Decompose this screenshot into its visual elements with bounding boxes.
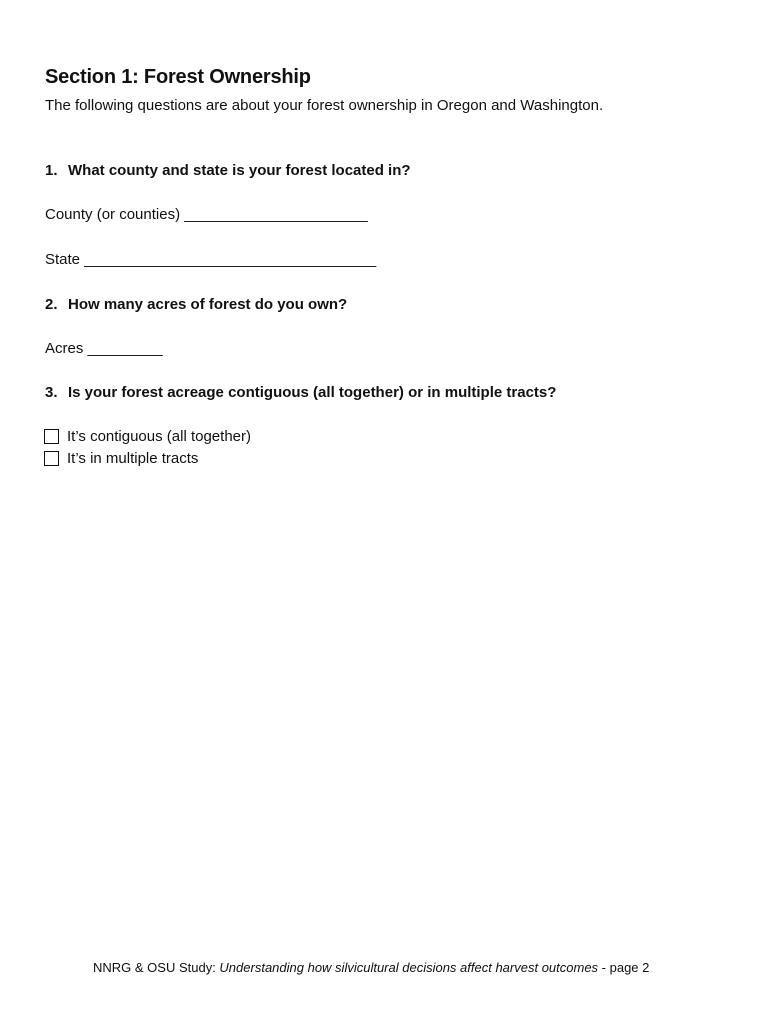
section-intro: The following questions are about your forest ownership in Oregon and Washington.	[45, 97, 604, 114]
state-field[interactable]: State ___________________________________	[45, 251, 377, 268]
question-3-text: Is your forest acreage contiguous (all together) or in multiple tracts?	[68, 384, 557, 401]
option-contiguous-label: It’s contiguous (all together)	[67, 428, 251, 445]
checkbox-contiguous[interactable]	[44, 429, 59, 444]
question-3-number: 3.	[45, 384, 58, 401]
section-title: Section 1: Forest Ownership	[45, 66, 311, 88]
question-2-number: 2.	[45, 296, 58, 313]
acres-field[interactable]: Acres _________	[45, 340, 163, 357]
footer-page-number: - page 2	[598, 960, 650, 975]
option-contiguous[interactable]	[44, 428, 251, 445]
footer-study-title: Understanding how silvicultural decisions affect harvest outcomes	[219, 960, 599, 975]
question-2-text: How many acres of forest do you own?	[68, 296, 348, 313]
question-2	[45, 296, 347, 313]
checkbox-multiple-tracts[interactable]	[44, 451, 59, 466]
question-1-number: 1.	[45, 162, 58, 179]
question-1	[45, 162, 411, 179]
page-footer	[93, 960, 649, 975]
question-1-text: What county and state is your forest located in?	[68, 162, 411, 179]
option-multiple-tracts-label: It’s in multiple tracts	[67, 450, 199, 467]
county-field[interactable]: County (or counties) ______________________	[45, 206, 368, 223]
footer-prefix: NNRG & OSU Study:	[93, 960, 220, 975]
option-multiple-tracts[interactable]	[44, 450, 198, 467]
question-3	[45, 384, 556, 401]
